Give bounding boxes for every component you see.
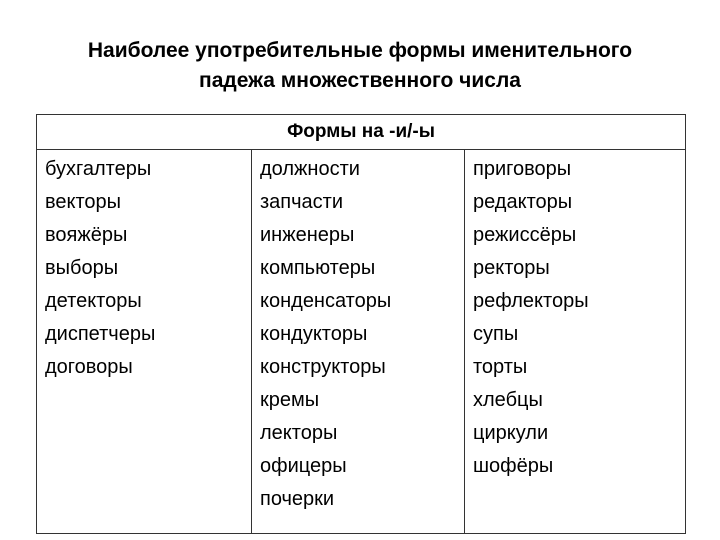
word-item: шофёры (473, 455, 554, 477)
word-item: договоры (45, 356, 133, 378)
slide-title (0, 36, 720, 96)
word-item: кремы (260, 389, 320, 411)
word-item: циркули (473, 422, 549, 444)
word-column-2 (252, 150, 465, 534)
word-item: режиссёры (473, 224, 577, 246)
forms-table (36, 114, 686, 534)
word-item: компьютеры (260, 257, 376, 279)
word-item: почерки (260, 488, 335, 510)
word-item: бухгалтеры (45, 158, 152, 180)
word-item: диспетчеры (45, 323, 156, 345)
word-item: запчасти (260, 191, 343, 213)
title-line-1: Наиболее употребительные формы именительного (87, 39, 633, 62)
title-line-2: падежа множественного числа (199, 69, 521, 92)
word-list-1 (45, 153, 244, 384)
word-list-2 (260, 153, 457, 516)
word-item: конденсаторы (260, 290, 392, 312)
word-item: редакторы (473, 191, 573, 213)
word-item: должности (260, 158, 360, 180)
table-header-row (37, 115, 686, 150)
word-item: выборы (45, 257, 119, 279)
word-item: супы (473, 323, 519, 345)
word-item: торты (473, 356, 528, 378)
table-header: Формы на -и/-ы (37, 115, 686, 150)
word-item: лекторы (260, 422, 338, 444)
word-item: кондукторы (260, 323, 368, 345)
word-item: офицеры (260, 455, 347, 477)
word-item: хлебцы (473, 389, 543, 411)
word-list-3 (473, 153, 678, 483)
table-body-row (37, 150, 686, 534)
word-column-1 (37, 150, 252, 534)
word-column-3 (465, 150, 686, 534)
word-item: вояжёры (45, 224, 128, 246)
word-item: векторы (45, 191, 122, 213)
word-item: конструкторы (260, 356, 386, 378)
word-item: ректоры (473, 257, 550, 279)
word-item: приговоры (473, 158, 572, 180)
word-item: детекторы (45, 290, 142, 312)
word-item: инженеры (260, 224, 355, 246)
word-item: рефлекторы (473, 290, 589, 312)
